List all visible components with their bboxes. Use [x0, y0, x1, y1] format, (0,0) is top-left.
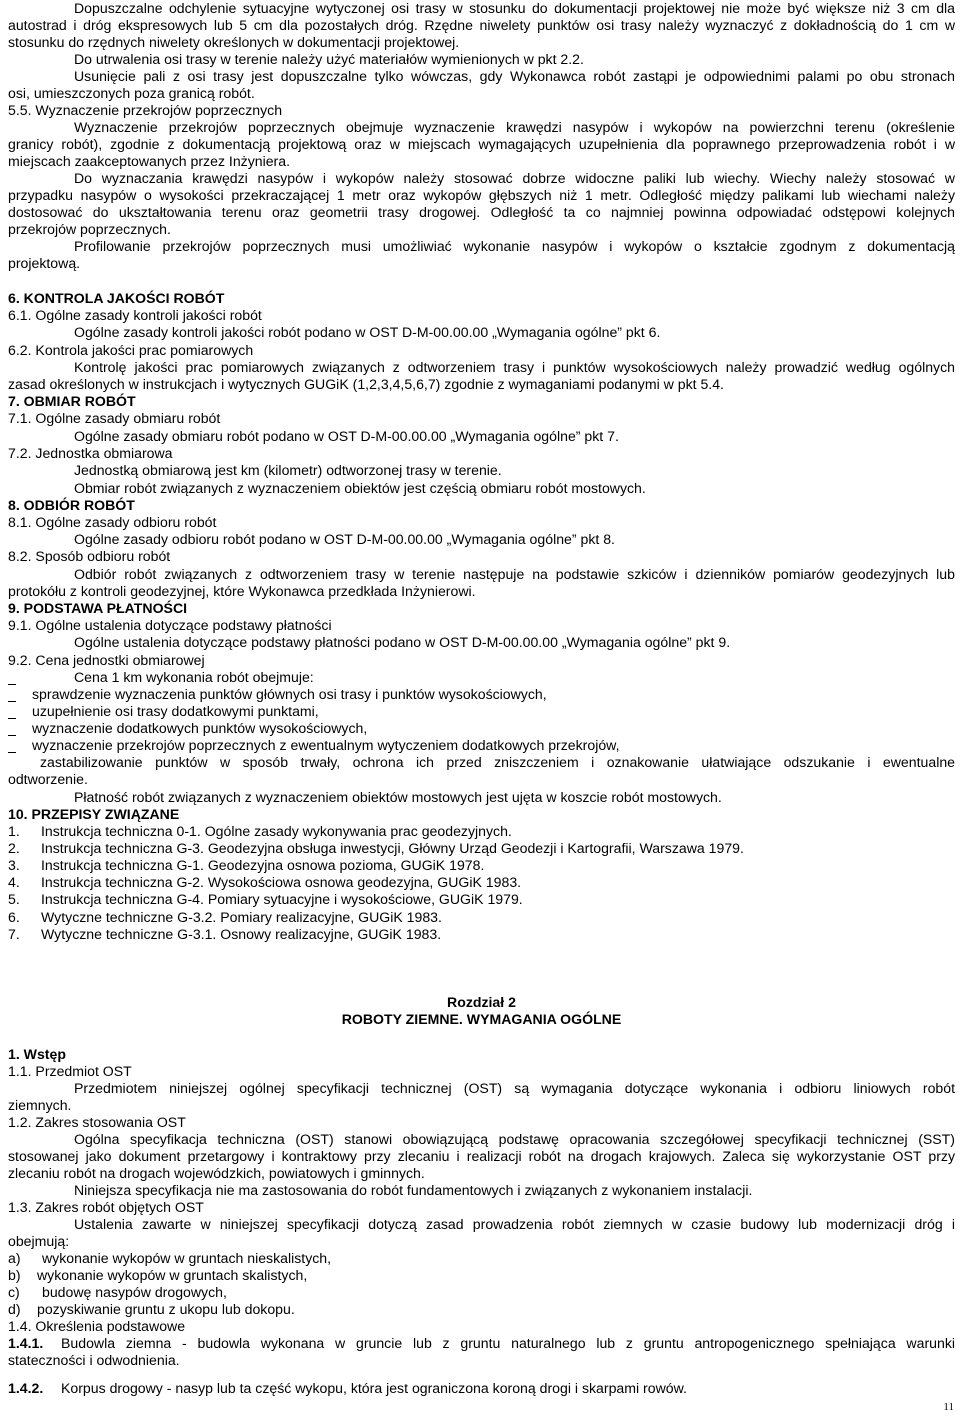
reference-item — [8, 874, 955, 891]
paragraph-line: Jednostką obmiarową jest km (kilometr) odtworzonej trasy w terenie. — [74, 462, 502, 478]
paragraph-line: stateczności i odwodnienia. — [8, 1352, 180, 1368]
paragraph-line: ziemnych. — [8, 1097, 72, 1113]
page-number: 11 — [943, 1401, 954, 1413]
list-item — [8, 1267, 955, 1284]
subsection-heading: 6.2. Kontrola jakości prac pomiarowych — [8, 342, 254, 358]
paragraph-line: stosunku do rzędnych niwelety określonych w dokumentacji projektowej. — [8, 34, 460, 50]
list-text: wykonanie wykopów w gruntach nieskalistych, — [42, 1250, 332, 1266]
paragraph-line: zasad określonych w instrukcjach i wytycznych GUGiK (1,2,3,4,5,6,7) zgodnie z wymaganiami podanymi w pkt 5.4. — [8, 376, 724, 392]
bullet-dash-icon — [8, 718, 16, 719]
reference-text: Instrukcja techniczna G-3. Geodezyjna obsługa inwestycji, Główny Urząd Geodezji i Kartografii, Warszawa 1979. — [41, 840, 744, 856]
bullet-dash-icon — [8, 752, 16, 753]
section-heading: 5.5. Wyznaczenie przekrojów poprzecznych — [8, 102, 283, 118]
subsection-heading: 1.4. Określenia podstawowe — [8, 1318, 186, 1334]
section-title: 10. PRZEPISY ZWIĄZANE — [8, 806, 180, 822]
list-item: sprawdzenie wyznaczenia punktów głównych osi trasy i punktów wysokościowych, — [32, 686, 547, 702]
definition-number: 1.4.1. — [8, 1335, 44, 1351]
paragraph-line: osi, umieszczonych poza granicą robót. — [8, 85, 255, 101]
reference-text: Wytyczne techniczne G-3.1. Osnowy realizacyjne, GUGiK 1983. — [41, 926, 442, 942]
paragraph-line: Płatność robót związanych z wyznaczeniem obiektów mostowych jest ujęta w koszcie robót mostowych. — [74, 789, 722, 805]
reference-text: Instrukcja techniczna 0-1. Ogólne zasady wykonywania prac geodezyjnych. — [41, 823, 512, 839]
paragraph-line: odtworzenie. — [8, 771, 88, 787]
paragraph-line: Dopuszczalne odchylenie sytuacyjne wytyczonej osi trasy w stosunku do dokumentacji projektowej nie może być większe niż 3 cm dla — [74, 0, 955, 16]
bullet-dash-icon — [8, 684, 16, 685]
definition-text: Budowla ziemna - budowla wykonana w gruncie lub z gruntu naturalnego lub z gruntu antropogenicznego spełniająca warunki — [61, 1335, 955, 1351]
list-marker: a) — [8, 1250, 21, 1266]
chapter-title: ROBOTY ZIEMNE. WYMAGANIA OGÓLNE — [341, 1011, 622, 1027]
list-item: zastabilizowanie punktów w sposób trwały, ochrona ich przed zniszczeniem i oznakowanie ułatwiające odszukanie i ewentualne — [40, 754, 955, 770]
paragraph-line: Odbiór robót związanych z odtworzeniem trasy w terenie następuje na podstawie szkiców i dzienników pomiarów geodezyjnych lub — [74, 566, 955, 582]
subsection-heading: 1.2. Zakres stosowania OST — [8, 1114, 186, 1130]
paragraph-line: protokółu z kontroli geodezyjnej, które Wykonawca przedkłada Inżynierowi. — [8, 583, 476, 599]
paragraph-line: dostosować do ukształtowania terenu oraz geometrii trasy drogowej. Odległość ta co najmniej powinna odpowiadać odstępowi kolejnych — [8, 204, 955, 220]
reference-text: Instrukcja techniczna G-2. Wysokościowa osnowa geodezyjna, GUGiK 1983. — [41, 874, 522, 890]
subsection-heading: 1.1. Przedmiot OST — [8, 1063, 132, 1079]
list-text: budowę nasypów drogowych, — [42, 1284, 227, 1300]
subsection-heading: 1.3. Zakres robót objętych OST — [8, 1199, 204, 1215]
chapter-number: Rozdział 2 — [447, 994, 516, 1010]
list-text: pozyskiwanie gruntu z ukopu lub dokopu. — [37, 1301, 295, 1317]
section-title: 7. OBMIAR ROBÓT — [8, 393, 136, 409]
subsection-heading: 9.1. Ogólne ustalenia dotyczące podstawy płatności — [8, 617, 332, 633]
reference-text: Instrukcja techniczna G-4. Pomiary sytuacyjne i wysokościowe, GUGiK 1979. — [41, 891, 523, 907]
paragraph-line: Do wyznaczania krawędzi nasypów i wykopów należy stosować dobrze widoczne paliki lub wiechy. Wiechy należy stosować w — [74, 170, 955, 186]
reference-text: Instrukcja techniczna G-1. Geodezyjna osnowa pozioma, GUGiK 1978. — [41, 857, 485, 873]
paragraph-line: Ogólne zasady obmiaru robót podano w OST D-M-00.00.00 „Wymagania ogólne” pkt 7. — [74, 428, 619, 444]
paragraph-line: przekrojów poprzecznych. — [8, 221, 171, 237]
reference-item — [8, 891, 955, 908]
subsection-heading: 8.2. Sposób odbioru robót — [8, 548, 171, 564]
list-item — [8, 1250, 955, 1267]
reference-number: 6. — [8, 909, 20, 925]
bullet-dash-icon — [8, 735, 16, 736]
reference-text: Wytyczne techniczne G-3.2. Pomiary realizacyjne, GUGiK 1983. — [41, 909, 442, 925]
paragraph-line: Profilowanie przekrojów poprzecznych musi umożliwiać wykonanie nasypów i wykopów o kształcie zgodnym z dokumentacją — [74, 238, 955, 254]
reference-item — [8, 909, 955, 926]
subsection-heading: 7.2. Jednostka obmiarowa — [8, 445, 173, 461]
reference-item — [8, 857, 955, 874]
paragraph-line: Przedmiotem niniejszej ogólnej specyfikacji technicznej (OST) są wymagania dotyczące wykonania i odbioru liniowych robót — [74, 1080, 955, 1096]
paragraph-line: Ustalenia zawarte w niniejszej specyfikacji dotyczą zasad prowadzenia robót ziemnych w czasie budowy lub modernizacji dróg i — [74, 1216, 955, 1232]
section-title: 8. ODBIÓR ROBÓT — [8, 497, 135, 513]
list-item: uzupełnienie osi trasy dodatkowymi punktami, — [32, 703, 319, 719]
paragraph-line: obejmują: — [8, 1233, 70, 1249]
subsection-heading: 9.2. Cena jednostki obmiarowej — [8, 652, 205, 668]
paragraph-line: przypadku nasypów o wysokości przekraczającej 1 metr oraz wykopów głębszych niż 1 metr. Odległość między palikami lub wiechami należy — [8, 187, 955, 203]
section-title: 6. KONTROLA JAKOŚCI ROBÓT — [8, 290, 225, 306]
list-item — [8, 1284, 955, 1301]
section-title: 9. PODSTAWA PŁATNOŚCI — [8, 600, 188, 616]
reference-item — [8, 840, 955, 857]
paragraph-line: stosowanej jako dokument przetargowy i kontraktowy przy zlecaniu i realizacji robót na drogach krajowych. Zaleca się wykorzystanie OST przy — [8, 1148, 955, 1164]
paragraph-line: Ogólna specyfikacja techniczna (OST) stanowi obowiązującą podstawę opracowania szczegółowej specyfikacji technicznej (SST) — [74, 1131, 955, 1147]
paragraph-line: zlecaniu robót na drogach wojewódzkich, powiatowych i gminnych. — [8, 1165, 425, 1181]
list-item: wyznaczenie dodatkowych punktów wysokościowych, — [32, 720, 368, 736]
paragraph-line: projektową. — [8, 255, 81, 271]
list-marker: d) — [8, 1301, 21, 1317]
paragraph-line: Niniejsza specyfikacja nie ma zastosowania do robót fundamentowych i związanych z wykonaniem instalacji. — [74, 1182, 753, 1198]
paragraph-line: Ogólne ustalenia dotyczące podstawy płatności podano w OST D-M-00.00.00 „Wymagania ogólne” pkt 9. — [74, 634, 731, 650]
list-marker: c) — [8, 1284, 20, 1300]
reference-number: 3. — [8, 857, 20, 873]
reference-number: 5. — [8, 891, 20, 907]
paragraph-line: Do utrwalenia osi trasy w terenie należy użyć materiałów wymienionych w pkt 2.2. — [74, 51, 584, 67]
subsection-heading: 6.1. Ogólne zasady kontroli jakości robót — [8, 307, 262, 323]
reference-number: 2. — [8, 840, 20, 856]
paragraph-line: Cena 1 km wykonania robót obejmuje: — [74, 669, 314, 685]
subsection-heading: 7.1. Ogólne zasady obmiaru robót — [8, 410, 221, 426]
reference-item — [8, 926, 955, 943]
definition-item — [8, 1335, 955, 1352]
paragraph-line: Kontrolę jakości prac pomiarowych związanych z odtworzeniem trasy i punktów wysokościowych należy prowadzić według ogólnych — [74, 359, 955, 375]
paragraph-line: autostrad i dróg ekspresowych lub 5 cm dla pozostałych dróg. Rzędne niwelety punktów osi trasy należy wyznaczyć z dokładnością do 1 cm w — [8, 17, 955, 33]
reference-number: 4. — [8, 874, 20, 890]
paragraph-line: Ogólne zasady kontroli jakości robót podano w OST D-M-00.00.00 „Wymagania ogólne” pkt 6. — [74, 324, 661, 340]
list-text: wykonanie wykopów w gruntach skalistych, — [37, 1267, 308, 1283]
paragraph-line: Ogólne zasady odbioru robót podano w OST D-M-00.00.00 „Wymagania ogólne” pkt 8. — [74, 531, 615, 547]
subsection-heading: 8.1. Ogólne zasady odbioru robót — [8, 514, 217, 530]
definition-number: 1.4.2. — [8, 1380, 44, 1396]
paragraph-line: Wyznaczenie przekrojów poprzecznych obejmuje wyznaczenie krawędzi nasypów i wykopów na powierzchni terenu (określenie — [74, 119, 955, 135]
paragraph-line: Usunięcie pali z osi trasy jest dopuszczalne tylko wówczas, gdy Wykonawca robót zastąpi je odpowiednimi palami po obu stronach — [74, 68, 955, 84]
list-item: wyznaczenie przekrojów poprzecznych z ewentualnym wytyczeniem dodatkowych przekrojów, — [32, 737, 620, 753]
paragraph-line: Obmiar robót związanych z wyznaczeniem obiektów jest częścią obmiaru robót mostowych. — [74, 480, 646, 496]
definition-text: Korpus drogowy - nasyp lub ta część wykopu, która jest ograniczona koroną drogi i skarpami rowów. — [61, 1380, 687, 1396]
definition-item — [8, 1380, 955, 1397]
reference-number: 1. — [8, 823, 20, 839]
reference-item — [8, 823, 955, 840]
paragraph-line: granicy robót), zgodnie z dokumentacją projektową oraz w miejscach wymagających uzupełnienia dla poprawnego przeprowadzenia robót i w — [8, 136, 955, 152]
list-item — [8, 1301, 955, 1318]
reference-number: 7. — [8, 926, 20, 942]
list-marker: b) — [8, 1267, 21, 1283]
bullet-dash-icon — [8, 701, 16, 702]
paragraph-line: miejscach zaakceptowanych przez Inżyniera. — [8, 153, 291, 169]
section-title: 1. Wstęp — [8, 1046, 66, 1062]
